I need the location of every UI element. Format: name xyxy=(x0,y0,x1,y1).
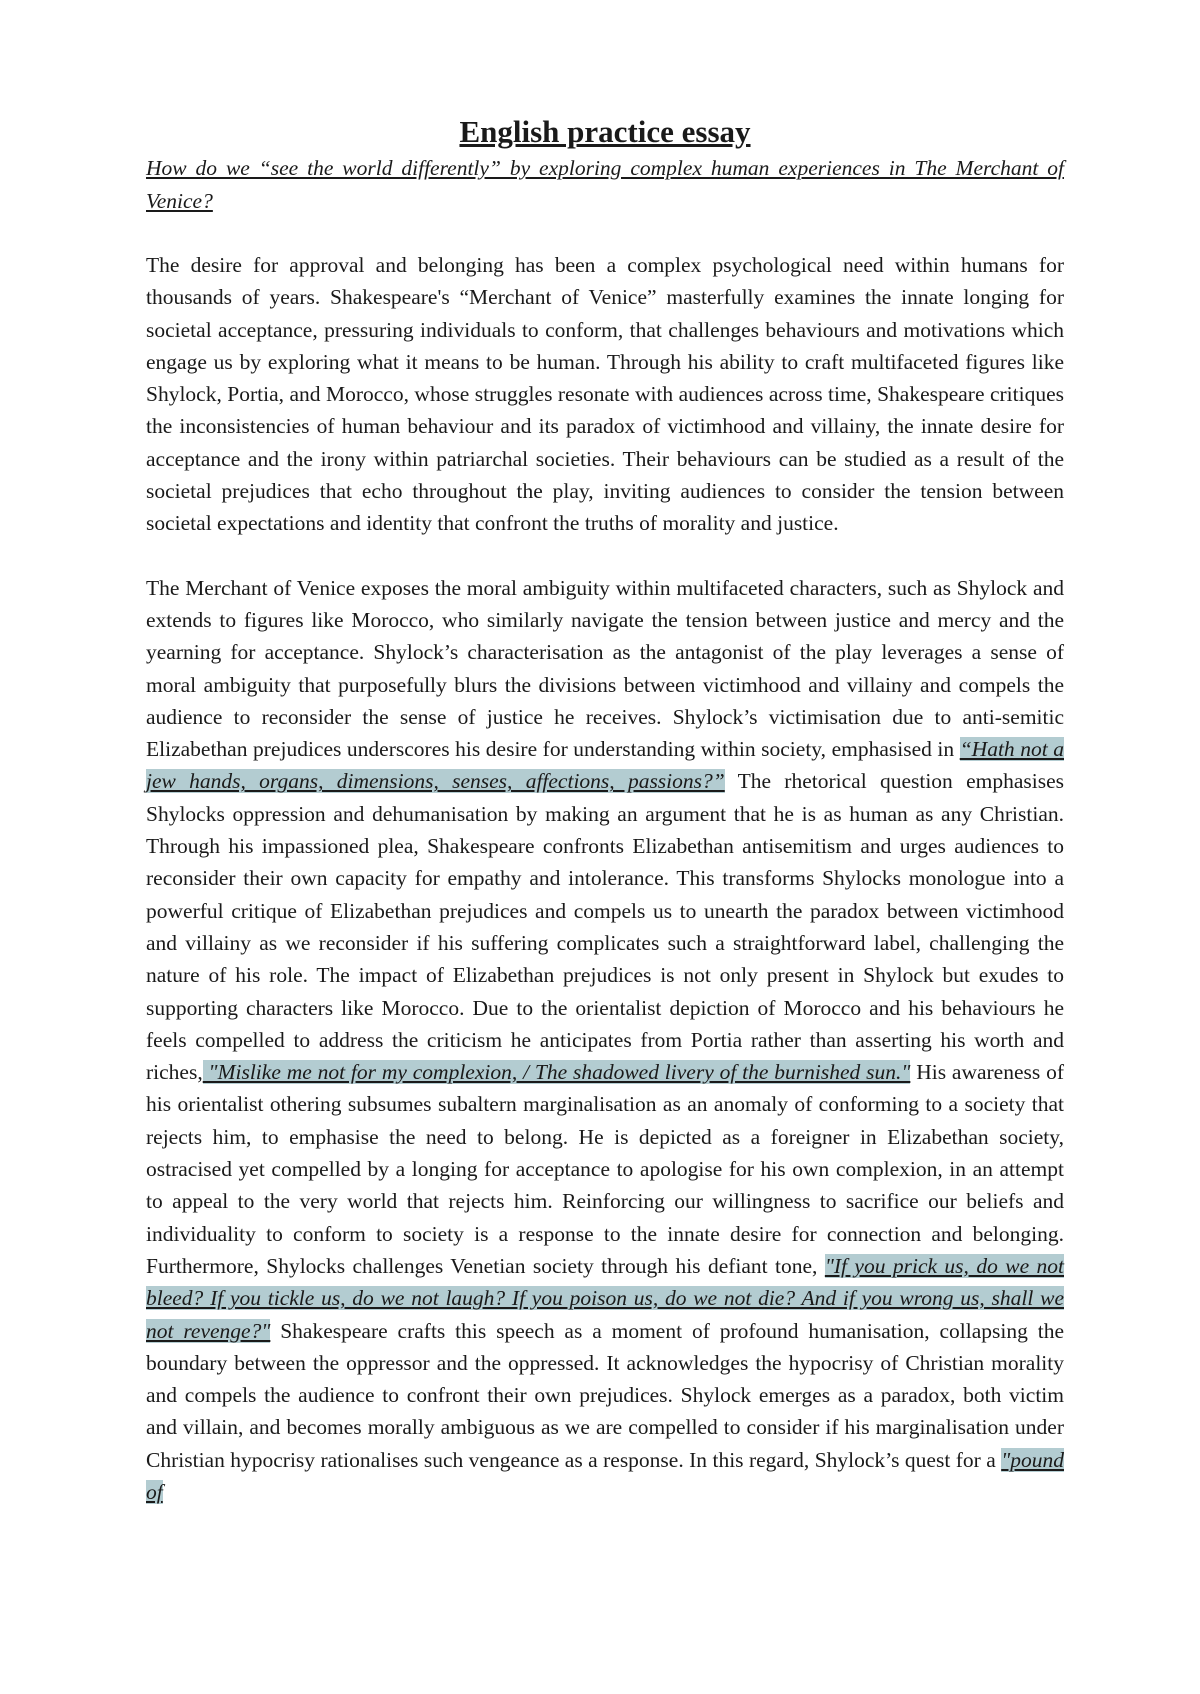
document-content xyxy=(146,112,1064,1508)
paragraph-spacer xyxy=(146,540,1064,572)
highlighted-quote-hath-not-a-jew: “Hath not a jew hands, organs, dimensions, senses, affections, passions?” xyxy=(146,737,1064,794)
body-text-1: The Merchant of Venice exposes the moral ambiguity within multifaceted characters, such as Shylock and extends to figures like Morocco, who similarly navigate the tension between justice and mercy and the yearning for acceptance. Shylock’s characterisation as the antagonist of the play leverages a sense of moral ambiguity that purposefully blurs the divisions between victimhood and villainy and compels the audience to reconsider the sense of justice he receives. Shylock’s victimisation due to anti-semitic Elizabethan prejudices underscores his desire for understanding within society, emphasised in xyxy=(146,575,1064,762)
essay-title: English practice essay xyxy=(459,114,751,149)
body-text-4: Shakespeare crafts this speech as a moment of profound humanisation, collapsing the boundary between the oppressor and the oppressed. It acknowledges the hypocrisy of Christian morality and compels the audience to confront their own prejudices. Shylock emerges as a paradox, both victim and villain, and becomes morally ambiguous as we are compelled to consider if his marginalisation under Christian hypocrisy rationalises such vengeance as a response. In this regard, Shylock’s quest for a xyxy=(146,1318,1064,1472)
body-paragraph-1 xyxy=(146,572,1064,1509)
body-text-3: His awareness of his orientalist othering subsumes subaltern marginalisation as an anomaly of conforming to a society that rejects him, to emphasise the need to belong. He is depicted as a foreigner in Elizabethan society, ostracised yet compelled by a longing for acceptance to apologise for his own complexion, in an attempt to appeal to the very world that rejects him. Reinforcing our willingness to sacrifice our beliefs and individuality to conform to society is a response to the innate desire for connection and belonging. Furthermore, Shylocks challenges Venetian society through his defiant tone, xyxy=(146,1060,1064,1278)
intro-paragraph: The desire for approval and belonging has been a complex psychological need within humans for thousands of years. Shakespeare's “Merchant of Venice” masterfully examines the innate longing for societal acceptance, pressuring individuals to conform, that challenges behaviours and motivations which engage us by exploring what it means to be human. Through his ability to craft multifaceted figures like Shylock, Portia, and Morocco, whose struggles resonate with audiences across time, Shakespeare critiques the inconsistencies of human behaviour and its paradox of victimhood and villainy, the innate desire for acceptance and the irony within patriarchal societies. Their behaviours can be studied as a result of the societal prejudices that echo throughout the play, inviting audiences to consider the tension between societal expectations and identity that confront the truths of morality and justice. xyxy=(146,253,1064,536)
highlighted-quote-if-you-prick-us: "If you prick us, do we not bleed? If you tickle us, do we not laugh? If you poison us, do we not die? And if you wrong us, shall we not revenge?" xyxy=(146,1253,1064,1343)
highlighted-quote-pound-of: "pound of xyxy=(146,1447,1064,1504)
essay-question: How do we “see the world differently” by exploring complex human experiences in The Merchant of Venice? xyxy=(146,156,1064,213)
body-text-2: The rhetorical question emphasises Shylocks oppression and dehumanisation by making an argument that he is as human as any Christian. Through his impassioned plea, Shakespeare confronts Elizabethan antisemitism and urges audiences to reconsider their own capacity for empathy and intolerance. This transforms Shylocks monologue into a powerful critique of Elizabethan prejudices and compels us to unearth the paradox between victimhood and villainy as we reconsider if his suffering complicates such a straightforward label, challenging the nature of his role. The impact of Elizabethan prejudices is not only present in Shylock but exudes to supporting characters like Morocco. Due to the orientalist depiction of Morocco and his behaviours he feels compelled to address the criticism he anticipates from Portia rather than asserting his worth and riches, xyxy=(146,769,1065,1085)
highlighted-quote-mislike-me-not: "Mislike me not for my complexion, / The shadowed livery of the burnished sun." xyxy=(202,1060,911,1085)
paragraph-spacer xyxy=(146,217,1064,249)
